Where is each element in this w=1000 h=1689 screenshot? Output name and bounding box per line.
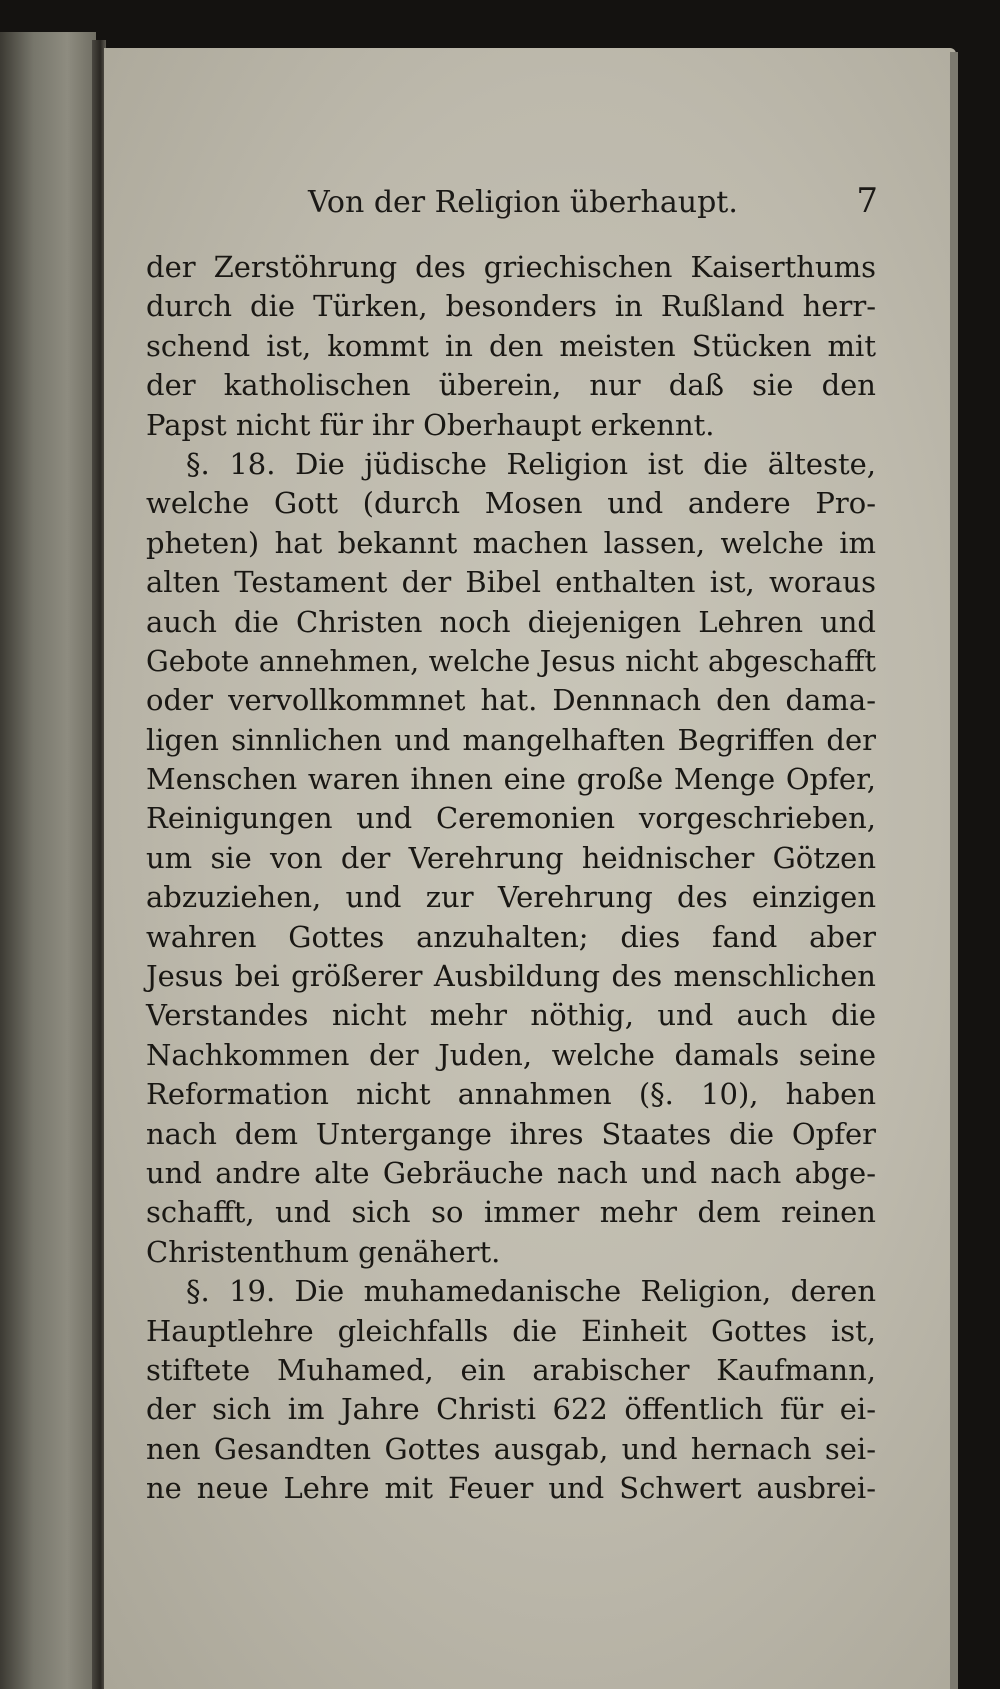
text-line: ligen sinnlichen und mangelhaften Begriffen der (146, 722, 876, 757)
text-line: Verstandes nicht mehr nöthig, und auch die (146, 998, 876, 1033)
text-line: Reinigungen und Ceremonien vorgeschrieben, (146, 801, 876, 836)
text-line: alten Testament der Bibel enthalten ist, woraus (146, 565, 876, 600)
text-line: wahren Gottes anzuhalten; dies fand aber (146, 919, 876, 954)
text-line: Hauptlehre gleichfalls die Einheit Gottes ist, (146, 1313, 876, 1348)
text-line: der Zerstöhrung des griechischen Kaiserthums (146, 250, 876, 284)
text-line: Christenthum genähert. (146, 1234, 501, 1269)
text-line: pheten) hat bekannt machen lassen, welche im (146, 525, 876, 560)
text-line: ne neue Lehre mit Feuer und Schwert ausbrei- (146, 1471, 876, 1506)
text-line: und andre alte Gebräuche nach und nach abge- (146, 1155, 876, 1190)
text-line: Nachkommen der Juden, welche damals seine (146, 1037, 876, 1072)
text-line: nen Gesandten Gottes ausgab, und hernach sei- (146, 1431, 876, 1466)
facing-page-edge (0, 32, 96, 1689)
text-line: Reformation nicht annahmen (§. 10), haben (146, 1077, 876, 1112)
text-line: oder vervollkommnet hat. Dennnach den dama- (146, 683, 876, 718)
body-text (146, 248, 876, 1509)
running-title: Von der Religion überhaupt. (308, 185, 738, 220)
text-line: Gebote annehmen, welche Jesus nicht abgeschafft (146, 644, 876, 678)
text-line: durch die Türken, besonders in Rußland herr- (146, 289, 876, 324)
paragraph-start-line: §. 19. Die muhamedanische Religion, deren (186, 1274, 876, 1309)
text-line: welche Gott (durch Mosen und andere Pro- (146, 486, 876, 521)
text-line: um sie von der Verehrung heidnischer Götzen (146, 840, 876, 875)
page-fore-edge (950, 52, 958, 1689)
text-line: der katholischen überein, nur daß sie den (146, 368, 876, 403)
text-line: schend ist, kommt in den meisten Stücken mit (146, 328, 876, 363)
page-number: 7 (856, 181, 878, 221)
page-header (208, 181, 878, 229)
text-line: Menschen waren ihnen eine große Menge Opfer, (146, 762, 876, 797)
text-line: der sich im Jahre Christi 622 öffentlich für ei- (146, 1392, 876, 1427)
text-line: stiftete Muhamed, ein arabischer Kaufmann, (146, 1352, 876, 1387)
text-line: Jesus bei größerer Ausbildung des menschlichen (146, 959, 876, 994)
text-line: abzuziehen, und zur Verehrung des einzigen (146, 880, 876, 915)
text-line: auch die Christen noch diejenigen Lehren und (146, 604, 876, 639)
text-line: nach dem Untergange ihres Staates die Opfer (146, 1116, 876, 1151)
paragraph-start-line: §. 18. Die jüdische Religion ist die älteste, (186, 446, 876, 481)
text-line: schafft, und sich so immer mehr dem reinen (146, 1195, 876, 1230)
text-line: Papst nicht für ihr Oberhaupt erkennt. (146, 407, 715, 442)
